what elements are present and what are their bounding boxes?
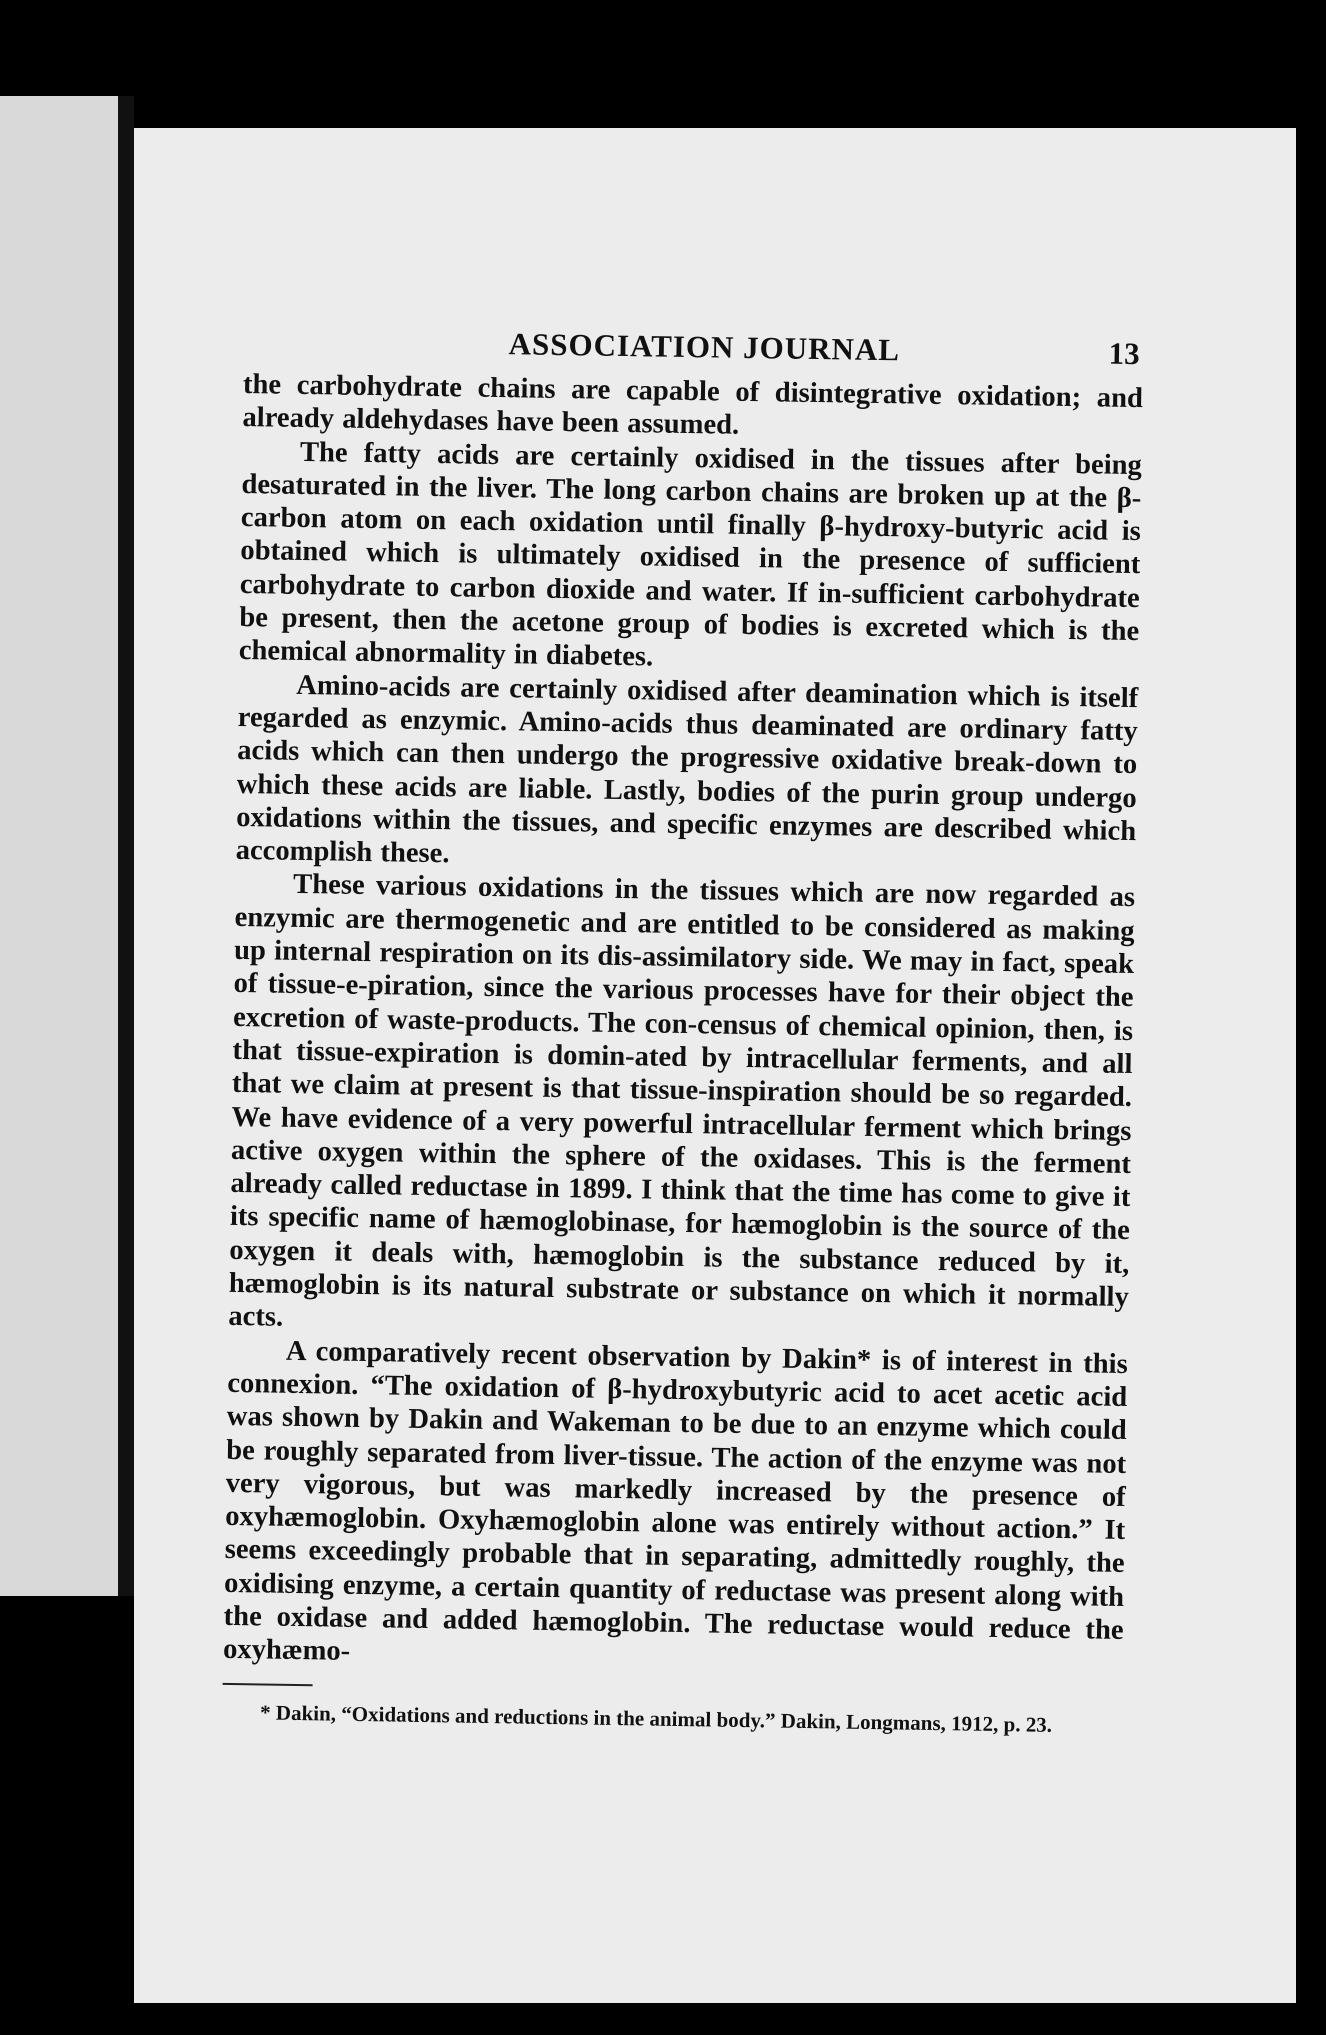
page-number: 13 <box>1108 335 1140 372</box>
paragraph-amino-acids: Amino-acids are certainly oxidised after deamination which is itself regarded as enzymic. Amino-acids thus deaminated are ordinary fatty acids which can then undergo the progressive oxidative break-down to which these acids are liable. Lastly, bodies of the purin group undergo oxidations within the tissues, and specific enzymes are described which accomplish these. <box>235 669 1139 870</box>
footnote-text: * Dakin, “Oxidations and reductions in the animal body.” Dakin, Longmans, 1912, p. 23. <box>259 1700 1053 1737</box>
article-body <box>223 368 1143 1681</box>
book-gutter <box>118 96 134 1596</box>
facing-page-edge <box>0 96 118 1596</box>
paragraph-continuation: the carbohydrate chains are capable of disintegrative oxidation; and already aldehydases have been assumed. <box>242 368 1144 442</box>
footnote-divider <box>223 1682 313 1685</box>
page-text-block <box>222 322 1144 1740</box>
journal-title: ASSOCIATION JOURNAL <box>508 326 901 368</box>
paragraph-tissue-oxidations: These various oxidations in the tissues which are now regarded as enzymic are thermogenetic and are entitled to be considered as making up internal respiration on its dis-assimilatory side. We may in fact, speak of tissue-e-piration, since the various processes have for their object the excretion of waste-products. The con-census of chemical opinion, then, is that tissue-expiration is domin-ated by intracellular ferments, and all that we claim at present is that tissue-inspiration should be so regarded. We have evidence of a very powerful intracellular ferment which brings active oxygen within the sphere of the oxidases. This is the ferment already called reductase in 1899. I think that the time has come to give it its specific name of hæmoglobinase, for hæmoglobin is the source of the oxygen it deals with, hæmoglobin is the substance reduced by it, hæmoglobin is its natural substrate or substance on which it normally acts. <box>228 869 1136 1334</box>
paragraph-fatty-acids: The fatty acids are certainly oxidised in the tissues after being desaturated in the liver. The long carbon chains are broken up at the β-carbon atom on each oxidation until finally β-hydroxy-butyric acid is obtained which is ultimately oxidised in the presence of sufficient carbohydrate to carbon dioxide and water. If in-sufficient carbohydrate be present, then the acetone group of bodies is excreted which is the chemical abnormality in diabetes. <box>238 436 1143 673</box>
paragraph-dakin-observation: A comparatively recent observation by Dakin* is of interest in this connexion. “The oxidation of β-hydroxybutyric acid to acet acetic acid was shown by Dakin and Wakeman to be due to an enzyme which could be roughly separated from liver-tissue. The action of the enzyme was not very vigorous, but was markedly increased by the presence of oxyhæmoglobin. Oxyhæmoglobin alone was entirely without action.” It seems exceedingly probable that in separating, admittedly roughly, the oxidising enzyme, a certain quantity of reductase was present along with the oxidase and added hæmoglobin. The reductase would reduce the oxyhæmo- <box>222 1335 1128 1668</box>
